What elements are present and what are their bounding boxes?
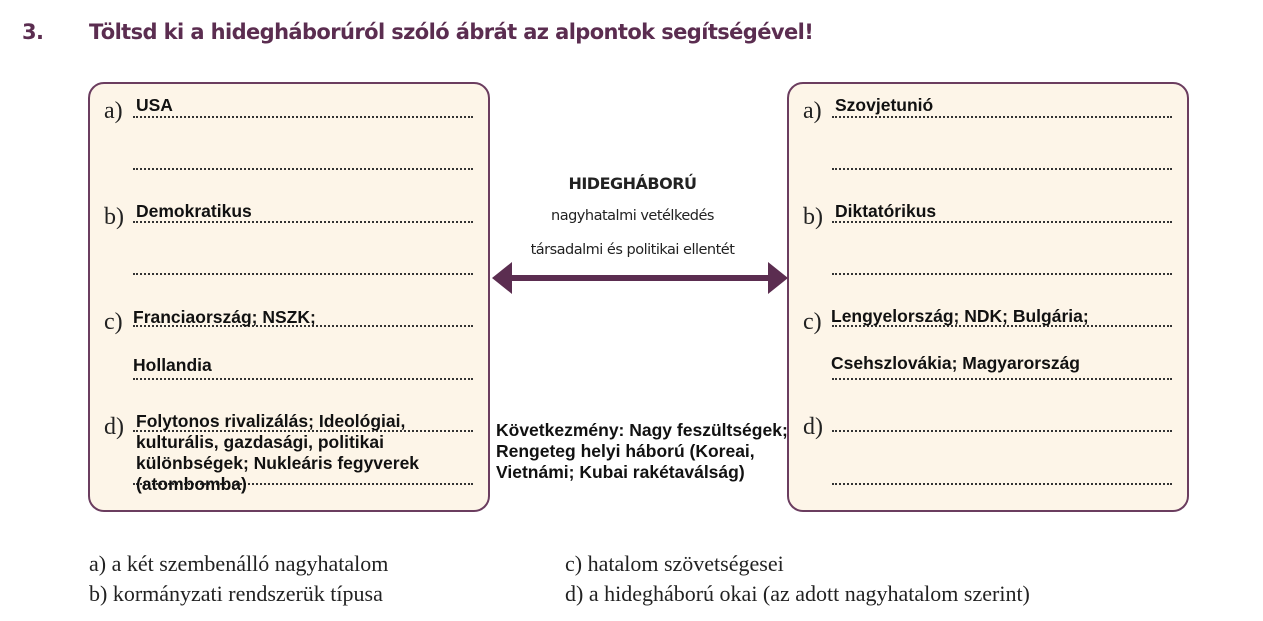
left-answer-c2[interactable]: Hollandia	[133, 355, 212, 375]
left-label-b: b)	[104, 204, 124, 230]
left-answer-b[interactable]: Demokratikus	[136, 201, 252, 221]
right-label-d: d)	[803, 414, 823, 440]
right-label-a: a)	[803, 98, 822, 124]
task-title: Töltsd ki a hidegháborúról szóló ábrát az alpontok segítségével!	[89, 20, 814, 44]
legend-a: a) a két szembenálló nagyhatalom	[89, 551, 389, 576]
center-line-2: társadalmi és politikai ellentét	[530, 242, 735, 258]
left-answer-d[interactable]: Folytonos rivalizálás; Ideológiai, kulturális, gazdasági, politikai különbségek; Nukleáris fegyverek (atombomba)	[136, 411, 420, 494]
right-answer-c1[interactable]: Lengyelország; NDK; Bulgária;	[831, 306, 1089, 326]
right-label-b: b)	[803, 204, 823, 230]
legend-b: b) kormányzati rendszerük típusa	[89, 581, 383, 606]
legend-d: d) a hidegháború okai (az adott nagyhatalom szerint)	[565, 581, 1030, 606]
right-label-c: c)	[803, 309, 822, 335]
left-answer-a[interactable]: USA	[136, 95, 173, 115]
left-label-d: d)	[104, 414, 124, 440]
center-line-1: nagyhatalmi vetélkedés	[551, 208, 714, 224]
legend-c: c) hatalom szövetségesei	[565, 551, 784, 576]
left-label-a: a)	[104, 98, 123, 124]
right-box	[787, 82, 1189, 512]
right-answer-c2[interactable]: Csehszlovákia; Magyarország	[831, 353, 1080, 373]
consequence-answer[interactable]: Következmény: Nagy feszültségek; Rengeteg helyi háború (Koreai, Vietnámi; Kubai rakétaválság)	[496, 420, 788, 482]
task-number: 3.	[22, 20, 44, 44]
double-arrow-icon	[490, 260, 790, 296]
center-heading: HIDEGHÁBORÚ	[568, 174, 697, 193]
right-answer-b[interactable]: Diktatórikus	[835, 201, 937, 221]
right-answer-a[interactable]: Szovjetunió	[835, 95, 934, 115]
left-label-c: c)	[104, 309, 123, 335]
left-answer-c1[interactable]: Franciaország; NSZK;	[133, 307, 316, 327]
